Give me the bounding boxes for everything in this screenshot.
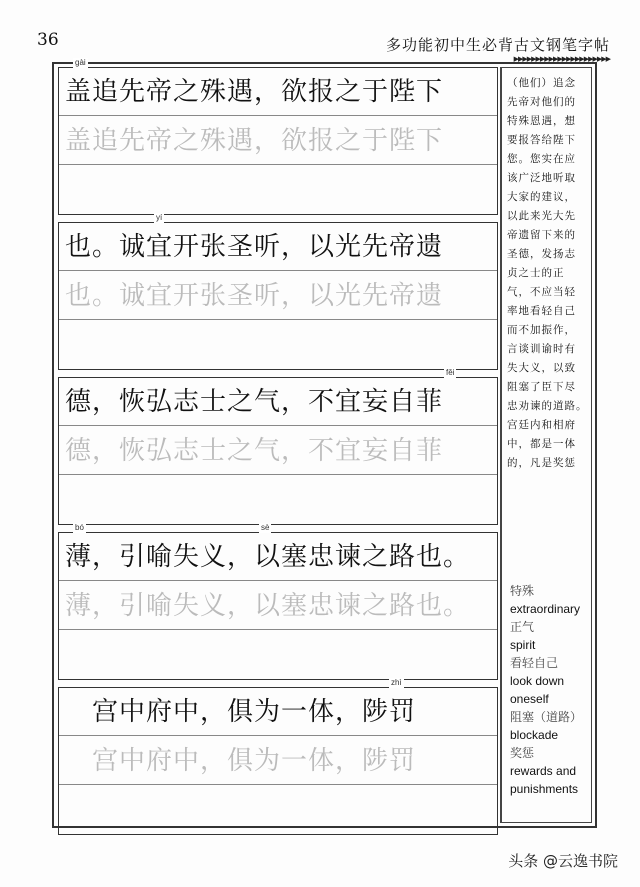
glossary-translation: spirit [510, 638, 536, 652]
trace-line: 薄，引喻失义，以塞忠谏之路也。 [59, 582, 497, 630]
pinyin-label: bó [75, 523, 84, 532]
watermark: 头条 @云逸书院 [508, 852, 618, 870]
practice-block [58, 678, 498, 835]
glossary-translation: rewards and punishments [510, 764, 579, 796]
decorative-arrows: ▶▶▶▶▶▶▶▶▶▶▶▶▶▶▶▶▶▶▶▶▶▶ [513, 55, 610, 63]
pinyin-label: sè [261, 523, 270, 532]
model-line: 德，恢弘志士之气，不宜妄自菲 [59, 378, 497, 426]
pinyin-label: yí [156, 213, 163, 222]
practice-block [58, 523, 498, 680]
glossary-term: 阻塞（道路） [510, 710, 583, 724]
pinyin-label: gài [75, 58, 86, 67]
glossary-translation: look down oneself [510, 674, 565, 706]
pinyin-label: zhì [391, 678, 402, 687]
page-frame [52, 58, 606, 828]
blank-practice-line[interactable] [59, 786, 497, 834]
practice-block [58, 213, 498, 370]
blank-practice-line[interactable] [59, 631, 497, 679]
model-line: 盖追先帝之殊遇，欲报之于陛下 [59, 68, 497, 116]
glossary-translation: blockade [510, 728, 559, 742]
sidebar [500, 67, 606, 823]
trace-line: 也。诚宜开张圣听，以光先帝遗 [59, 272, 497, 320]
trace-line: 宫中府中，俱为一体，陟罚 [59, 737, 497, 785]
translation-text: （他们）追念先帝对他们的特殊恩遇，想要报答给陛下您。您实在应该广泛地听取大家的建议，以此来光大先帝遗留下来的圣德，发扬志贞之士的正气，不应当轻率地看轻自己而不加振作，言谈训谕时有失大义，以致阻塞了臣下尽忠劝谏的道路。 宫廷内和相府中，都是一体的，凡是奖惩 [507, 77, 606, 469]
glossary-term: 看轻自己 [510, 656, 559, 670]
glossary-translation: extraordinary [510, 602, 581, 616]
practice-area [58, 58, 498, 823]
glossary-term: 正气 [510, 620, 535, 634]
glossary [502, 578, 591, 822]
glossary-term: 特殊 [510, 584, 535, 598]
page-number: 36 [37, 30, 59, 50]
book-title: 多功能初中生必背古文钢笔字帖 [385, 36, 610, 54]
blank-practice-line[interactable] [59, 166, 497, 214]
pinyin-label: fěi [446, 368, 455, 377]
practice-block [58, 58, 498, 215]
model-line: 薄，引喻失义，以塞忠谏之路也。 [59, 533, 497, 581]
trace-line: 盖追先帝之殊遇，欲报之于陛下 [59, 117, 497, 165]
blank-practice-line[interactable] [59, 476, 497, 524]
practice-block [58, 368, 498, 525]
trace-line: 德，恢弘志士之气，不宜妄自菲 [59, 427, 497, 475]
model-line: 宫中府中，俱为一体，陟罚 [59, 688, 497, 736]
blank-practice-line[interactable] [59, 321, 497, 369]
glossary-term: 奖惩 [510, 746, 535, 760]
model-line: 也。诚宜开张圣听，以光先帝遗 [59, 223, 497, 271]
